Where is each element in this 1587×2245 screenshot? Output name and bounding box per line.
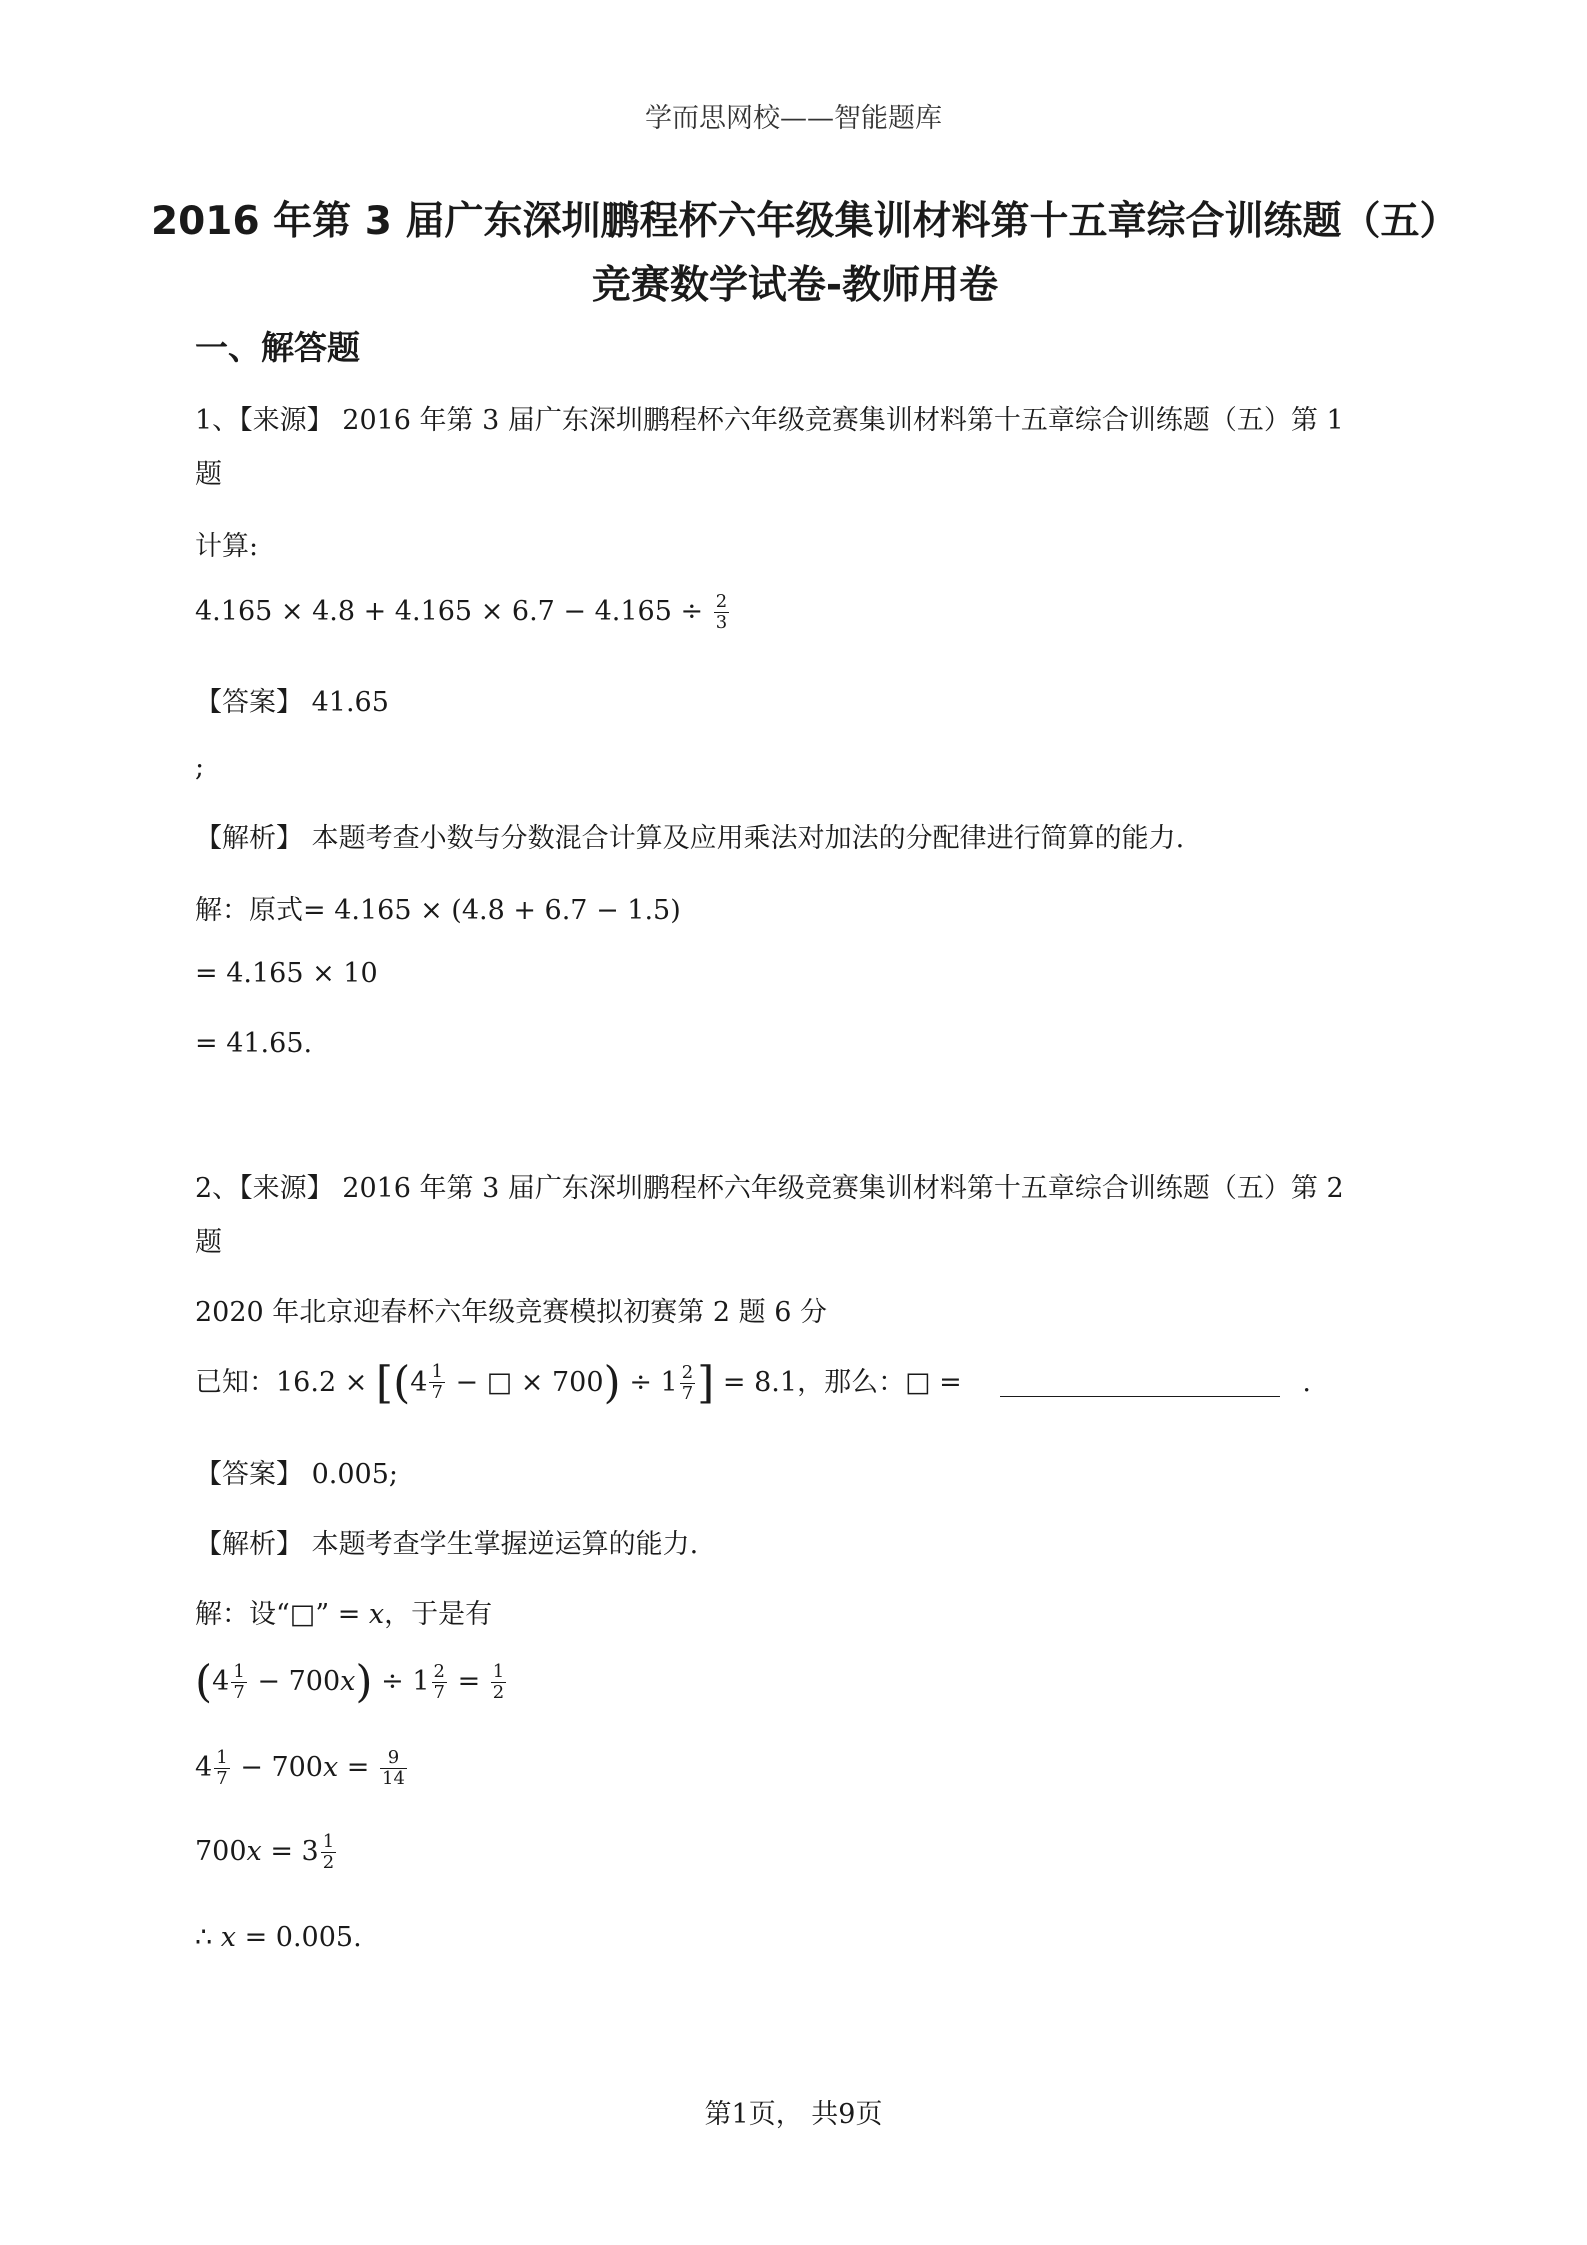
given-suffix: = 8.1，那么：□ = [722,1367,962,1398]
step-result-frac [491,1662,506,1703]
frac-num: 2 [681,1362,694,1383]
section-heading: 一、解答题 [195,328,360,367]
q1-semicolon: ; [195,752,205,783]
paren-close: ) [355,1656,373,1708]
frac-num: 1 [492,1661,505,1682]
q1-expr-text: 4.165 × 4.8 + 4.165 × 6.7 − 4.165 ÷ [195,596,704,627]
q2-given-equation [195,1357,1311,1409]
paren-open: ( [195,1656,213,1708]
q2-source-cont: 题 [195,1227,222,1258]
given-bracket-close: ] [697,1357,715,1409]
frac-den: 7 [431,1382,443,1403]
q2-step-1: 解：设“□” = 𝑥，于是有 [195,1599,493,1630]
mixed-whole: 4 [212,1666,230,1697]
answer-blank[interactable] [1000,1370,1280,1397]
frac-num: 2 [715,591,728,612]
q2-step-5: ∴ 𝑥 = 0.005. [195,1922,362,1953]
mixed-whole: 4 [410,1367,428,1398]
frac-den: 7 [216,1768,228,1789]
q1-answer: 【答案】 41.65 [195,687,389,718]
q2-step-4 [195,1832,338,1873]
q2-step-2 [195,1656,508,1708]
frac-num: 9 [380,1748,407,1769]
frac-num: 1 [233,1661,245,1682]
step-eq: = [457,1666,481,1697]
frac-den: 7 [681,1383,694,1404]
step-frac [321,1832,336,1873]
q2-extra-source: 2020 年北京迎春杯六年级竞赛模拟初赛第 2 题 6 分 [195,1297,827,1328]
frac-num: 1 [216,1747,228,1768]
mixed-frac [429,1362,444,1403]
q1-step-3: = 41.65. [195,1028,313,1059]
mixed-whole: 4 [195,1752,213,1783]
frac-num: 1 [322,1831,335,1852]
q1-expression [195,592,731,633]
q1-step-2: = 4.165 × 10 [195,958,378,989]
given-end: . [1302,1367,1311,1398]
q1-step-1: 解：原式= 4.165 × (4.8 + 6.7 − 1.5) [195,895,681,926]
given-mixed-1 [410,1362,447,1403]
step-result-frac [380,1748,407,1789]
step-div: ÷ 1 [381,1666,430,1697]
page-title: 2016 年第 3 届广东深圳鹏程杯六年级集训材料第十五章综合训练题（五）竞赛数学试卷-教师用卷 [151,199,1439,308]
frac-num: 2 [433,1661,445,1682]
given-mid: − □ × 700 [455,1367,604,1398]
frac-den: 7 [433,1682,445,1703]
given-div: ÷ 1 [629,1367,678,1398]
q1-expr-fraction [714,592,729,633]
q2-analysis: 【解析】 本题考查学生掌握逆运算的能力. [195,1529,699,1560]
q1-source: 1、【来源】 2016 年第 3 届广东深圳鹏程杯六年级竞赛集训材料第十五章综合训练题（五）第 1 [195,405,1344,436]
frac-num: 1 [431,1361,443,1382]
page-header: 学而思网校——智能题库 [645,103,942,134]
frac-den: 2 [492,1682,505,1703]
q2-source: 2、【来源】 2016 年第 3 届广东深圳鹏程杯六年级竞赛集训材料第十五章综合训练题（五）第 2 [195,1173,1344,1204]
q1-prompt: 计算: [195,531,259,562]
q1-source-cont: 题 [195,459,222,490]
mixed-frac [231,1662,246,1703]
given-paren-close: ) [603,1357,621,1409]
step-mid: − 700𝑥 [257,1666,356,1697]
given-prefix: 已知：16.2 × [195,1367,368,1398]
step-pre: 700𝑥 = 3 [195,1836,319,1867]
given-mixed-2-frac [680,1363,695,1404]
page-footer: 第1页， 共9页 [704,2099,883,2130]
frac-den: 3 [715,612,728,633]
frac-den: 7 [233,1682,245,1703]
given-brackets-open: [( [375,1357,411,1409]
mixed-frac [214,1748,229,1789]
q1-analysis: 【解析】 本题考查小数与分数混合计算及应用乘法对加法的分配律进行简算的能力. [195,823,1185,854]
frac-den: 14 [382,1768,405,1789]
q2-step-3 [195,1748,409,1789]
q2-answer: 【答案】 0.005; [195,1459,398,1490]
frac-den: 2 [322,1852,335,1873]
step-mid: − 700𝑥 = [240,1752,370,1783]
step-frac [432,1662,447,1703]
